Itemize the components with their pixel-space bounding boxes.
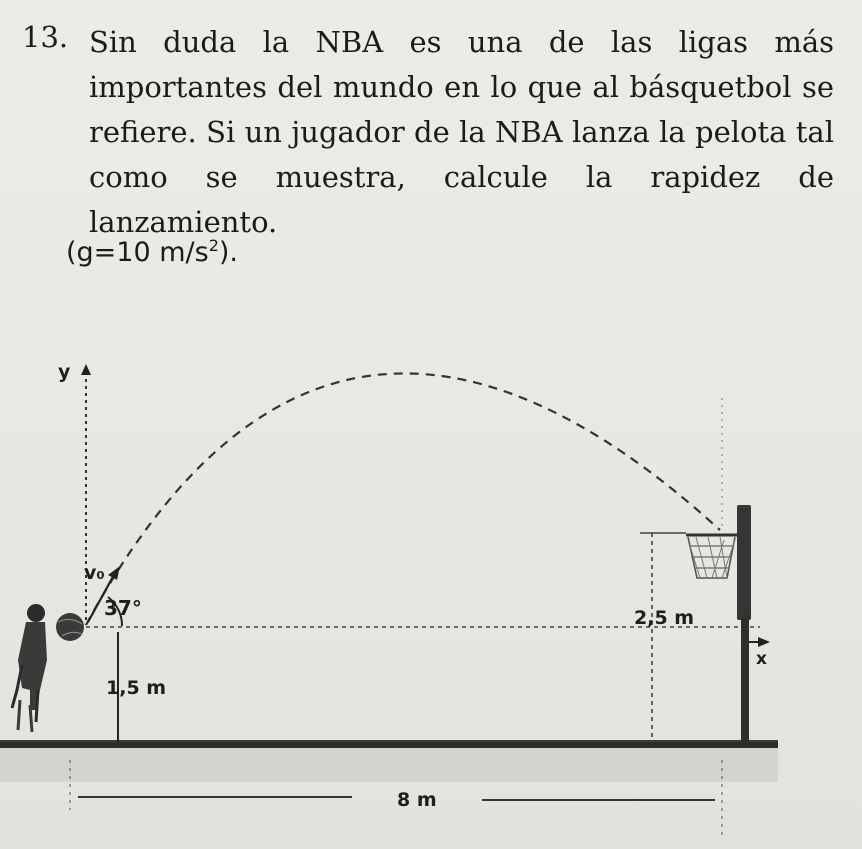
angle-label: 37° (104, 596, 142, 620)
floor (0, 740, 778, 782)
y-axis (81, 364, 91, 625)
distance-label: 8 m (397, 789, 437, 811)
x-axis (86, 627, 770, 647)
x-axis-label: x (756, 649, 767, 669)
trajectory-path (86, 373, 720, 625)
player-illustration (12, 604, 84, 732)
problem-number: 13. (22, 20, 69, 54)
problem-statement: Sin duda la NBA es una de las ligas más importantes del mundo en lo que al básquetbol se refiere. Si un jugador de la NBA lanza la pelota tal como se muestra, calcule la rapidez de lanzamiento. (89, 25, 834, 239)
launch-height-label: 1,5 m (106, 677, 167, 699)
y-axis-label: y (58, 361, 71, 383)
gravity-given-suffix: ). (218, 237, 239, 268)
hoop-height-marker (640, 533, 686, 742)
gravity-given-prefix: (g=10 m/s (66, 237, 209, 268)
hoop-height-label: 2,5 m (634, 607, 695, 629)
gravity-given-exponent: 2 (208, 236, 219, 255)
initial-velocity-label: v₀ (84, 562, 105, 584)
basketball-hoop (686, 505, 751, 745)
